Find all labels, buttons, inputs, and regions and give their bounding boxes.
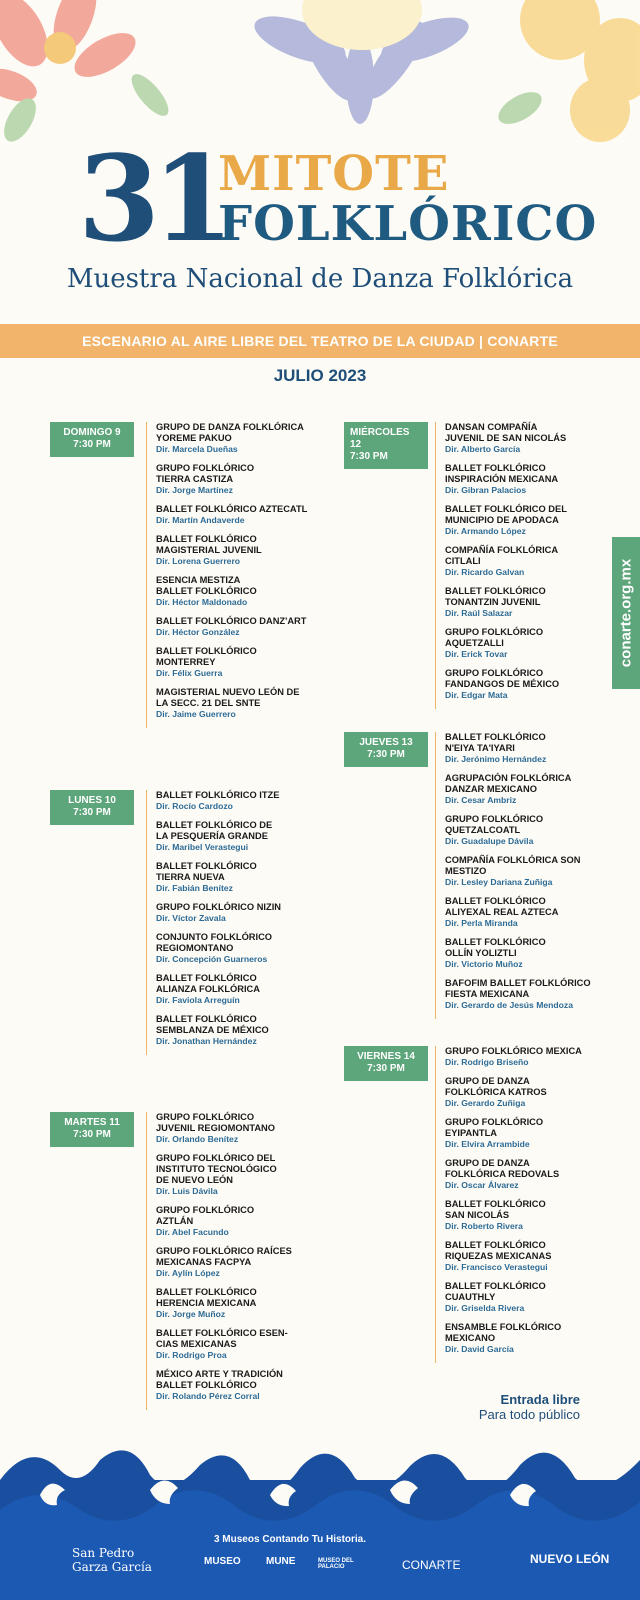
list-item: COMPAÑÍA FOLKLÓRICA CITLALI Dir. Ricardo Galvan xyxy=(445,545,559,577)
list-item: BALLET FOLKLÓRICO N'EIYA TA'IYARI Dir. Jerónimo Hernández xyxy=(445,732,547,764)
day-tag: MARTES 11 7:30 PM xyxy=(50,1112,134,1147)
day-tag: DOMINGO 9 7:30 PM xyxy=(50,422,134,457)
museo-palacio-logo: MUSEO DEL PALACIO xyxy=(318,1558,354,1570)
list-item: BALLET FOLKLÓRICO MAGISTERIAL JUVENIL Dir. Lorena Guerrero xyxy=(156,534,262,566)
list-item: GRUPO FOLKLÓRICO RAÍCES MEXICANAS FACPYA Dir. Aylín López xyxy=(156,1246,292,1278)
day-entries xyxy=(146,422,336,728)
san-pedro-logo: San Pedro Garza García xyxy=(72,1546,152,1574)
title-line-1: MITOTE xyxy=(218,146,450,202)
list-item: GRUPO DE DANZA FOLKLÓRICA YOREME PAKUO Dir. Marcela Dueñas xyxy=(156,422,304,454)
day-entries xyxy=(146,1112,336,1410)
venue-banner: ESCENARIO AL AIRE LIBRE DEL TEATRO DE LA CIUDAD | CONARTE xyxy=(0,324,640,358)
list-item: GRUPO FOLKLÓRICO FANDANGOS DE MÉXICO Dir. Edgar Mata xyxy=(445,668,560,700)
day-entries xyxy=(146,790,336,1055)
month-heading: JULIO 2023 xyxy=(273,366,367,385)
list-item: GRUPO FOLKLÓRICO MEXICA Dir. Rodrigo Briseño xyxy=(445,1046,582,1067)
list-item: COMPAÑÍA FOLKLÓRICA SON MESTIZO Dir. Lesley Dariana Zuñiga xyxy=(445,855,581,887)
list-item: GRUPO DE DANZA FOLKLÓRICA REDOVALS Dir. Oscar Álvarez xyxy=(445,1158,560,1190)
list-item: GRUPO FOLKLÓRICO TIERRA CASTIZA Dir. Jorge Martínez xyxy=(156,463,255,495)
list-item: BALLET FOLKLÓRICO RIQUEZAS MEXICANAS Dir. Francisco Verastegui xyxy=(445,1240,552,1272)
list-item: BALLET FOLKLÓRICO CUAUTHLY Dir. Griselda Rivera xyxy=(445,1281,546,1313)
museos-title: 3 Museos Contando Tu Historia. xyxy=(213,1534,367,1545)
list-item: BALLET FOLKLÓRICO TIERRA NUEVA Dir. Fabián Benítez xyxy=(156,861,257,893)
header-flowers-illustration xyxy=(0,0,640,150)
admission-note xyxy=(440,1392,580,1422)
list-item: GRUPO DE DANZA FOLKLÓRICA KATROS Dir. Gerardo Zuñiga xyxy=(445,1076,547,1108)
list-item: BALLET FOLKLÓRICO DE LA PESQUERÍA GRANDE Dir. Maribel Verastegui xyxy=(156,820,273,852)
list-item: DANSAN COMPAÑÍA JUVENIL DE SAN NICOLÁS Dir. Alberto García xyxy=(445,422,567,454)
day-tag: VIERNES 14 7:30 PM xyxy=(344,1046,428,1081)
list-item: BALLET FOLKLÓRICO ITZE Dir. Rocío Cardozo xyxy=(156,790,280,811)
website-link[interactable]: conarte.org.mx xyxy=(617,558,635,668)
nuevo-leon-logo: NUEVO LEÓN xyxy=(530,1552,610,1566)
list-item: BALLET FOLKLÓRICO INSPIRACIÓN MEXICANA Dir. Gibran Palacios xyxy=(445,463,559,495)
list-item: ESENCIA MESTIZA BALLET FOLKLÓRICO Dir. Héctor Maldonado xyxy=(156,575,257,607)
list-item: BALLET FOLKLÓRICO HERENCIA MEXICANA Dir. Jorge Muñoz xyxy=(156,1287,257,1319)
title-line-2: FOLKLÓRICO xyxy=(218,196,598,252)
admission-line-1: Entrada libre xyxy=(500,1392,580,1407)
list-item: BALLET FOLKLÓRICO MONTERREY Dir. Félix Guerra xyxy=(156,646,257,678)
list-item: BALLET FOLKLÓRICO ESEN- CIAS MEXICANAS Dir. Rodrigo Proa xyxy=(156,1328,288,1360)
list-item: GRUPO FOLKLÓRICO AZTLÁN Dir. Abel Facundo xyxy=(156,1205,255,1237)
list-item: AGRUPACIÓN FOLKLÓRICA DANZAR MEXICANO Dir. Cesar Ambriz xyxy=(445,773,572,805)
list-item: GRUPO FOLKLÓRICO DEL INSTITUTO TECNOLÓGICO DE NUEVO LEÓN Dir. Luis Dávila xyxy=(156,1153,277,1196)
day-tag: JUEVES 13 7:30 PM xyxy=(344,732,428,767)
list-item: BALLET FOLKLÓRICO SAN NICOLÁS Dir. Roberto Rivera xyxy=(445,1199,546,1231)
museo-historia-logo: MUSEO xyxy=(204,1556,241,1567)
list-item: BALLET FOLKLÓRICO DANZ'ART Dir. Héctor González xyxy=(156,616,307,637)
list-item: MAGISTERIAL NUEVO LEÓN DE LA SECC. 21 DEL SNTE Dir. Jaime Guerrero xyxy=(156,687,300,719)
day-entries xyxy=(435,732,615,1019)
list-item: BALLET FOLKLÓRICO SEMBLANZA DE MÉXICO Dir. Jonathan Hernández xyxy=(156,1014,269,1046)
list-item: BALLET FOLKLÓRICO DEL MUNICIPIO DE APODACA Dir. Armando López xyxy=(445,504,567,536)
mune-logo: MUNE xyxy=(266,1556,296,1567)
day-tag: LUNES 10 7:30 PM xyxy=(50,790,134,825)
footer-logos xyxy=(0,1530,640,1590)
list-item: MÉXICO ARTE Y TRADICIÓN BALLET FOLKLÓRICO Dir. Rolando Pérez Corral xyxy=(156,1369,283,1401)
list-item: GRUPO FOLKLÓRICO EYIPANTLA Dir. Elvira Arrambide xyxy=(445,1117,544,1149)
day-entries xyxy=(435,1046,615,1363)
list-item: GRUPO FOLKLÓRICO JUVENIL REGIOMONTANO Dir. Orlando Benítez xyxy=(156,1112,275,1144)
subtitle: Muestra Nacional de Danza Folklórica xyxy=(66,264,574,294)
list-item: BALLET FOLKLÓRICO AZTECATL Dir. Martín Andaverde xyxy=(156,504,308,525)
day-entries xyxy=(435,422,611,709)
website-side-tab[interactable] xyxy=(612,537,640,689)
list-item: BALLET FOLKLÓRICO ALIANZA FOLKLÓRICA Dir. Faviola Arreguín xyxy=(156,973,260,1005)
list-item: ENSAMBLE FOLKLÓRICO MEXICANO Dir. David García xyxy=(445,1322,562,1354)
list-item: BALLET FOLKLÓRICO OLLÍN YOLIZTLI Dir. Victorio Muñoz xyxy=(445,937,546,969)
edition-number: 31 xyxy=(78,129,227,268)
list-item: GRUPO FOLKLÓRICO QUETZALCOATL Dir. Guadalupe Dávila xyxy=(445,814,544,846)
admission-line-2: Para todo público xyxy=(478,1407,580,1422)
list-item: GRUPO FOLKLÓRICO NIZIN Dir. Víctor Zavala xyxy=(156,902,281,923)
list-item: BAFOFIM BALLET FOLKLÓRICO FIESTA MEXICANA Dir. Gerardo de Jesús Mendoza xyxy=(445,978,591,1010)
list-item: BALLET FOLKLÓRICO TONANTZIN JUVENIL Dir. Raúl Salazar xyxy=(445,586,546,618)
day-tag: MIÉRCOLES 12 7:30 PM xyxy=(344,422,428,469)
list-item: CONJUNTO FOLKLÓRICO REGIOMONTANO Dir. Concepción Guarneros xyxy=(156,932,273,964)
conarte-logo: CONARTE xyxy=(402,1558,461,1572)
list-item: GRUPO FOLKLÓRICO AQUETZALLI Dir. Erick Tovar xyxy=(445,627,544,659)
list-item: BALLET FOLKLÓRICO ALIYEXAL REAL AZTECA Dir. Perla Miranda xyxy=(445,896,559,928)
